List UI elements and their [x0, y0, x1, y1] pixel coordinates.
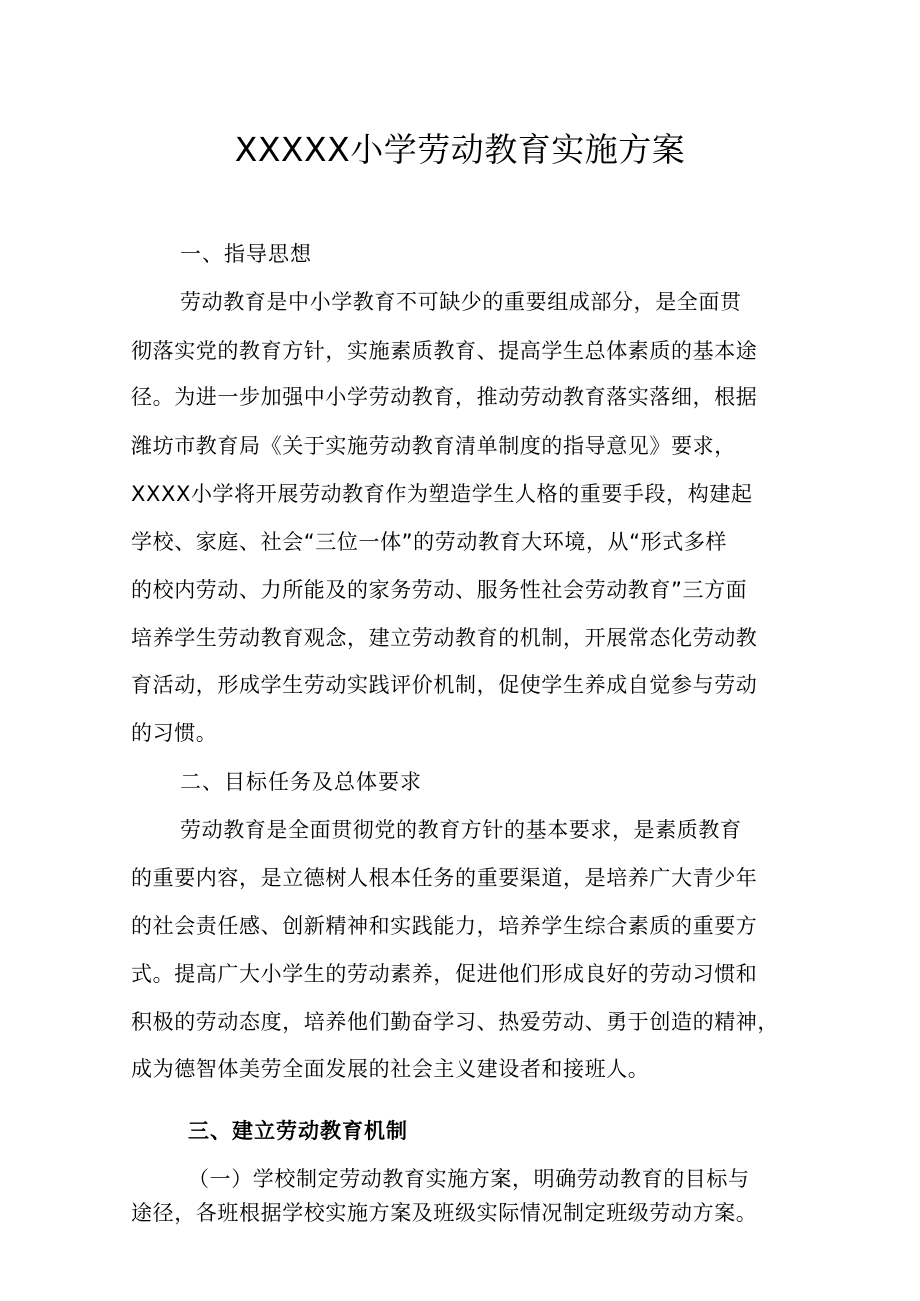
paragraph-line: 径。为进一步加强中小学劳动教育，推动劳动教育落实落细，根据	[131, 385, 758, 409]
paragraph-line: 的社会责任感、创新精神和实践能力，培养学生综合素质的重要方	[131, 914, 758, 938]
paragraph-line: XXXX小学将开展劳动教育作为塑造学生人格的重要手段，构建起	[131, 482, 753, 506]
paragraph-line: 途径，各班根据学校实施方案及班级实际情况制定班级劳动方案。	[131, 1201, 758, 1225]
paragraph-line: （一）学校制定劳动教育实施方案，明确劳动教育的目标与	[188, 1167, 750, 1191]
paragraph-line: 成为德智体美劳全面发展的社会主义建设者和接班人。	[131, 1057, 650, 1081]
section-heading-mechanism: 三、建立劳动教育机制	[188, 1119, 408, 1143]
paragraph-line: 式。提高广大小学生的劳动素养，促进他们形成良好的劳动习惯和	[131, 962, 758, 986]
paragraph-line: 育活动，形成学生劳动实践评价机制，促使学生养成自觉参与劳动	[131, 673, 758, 697]
paragraph-line: 潍坊市教育局《关于实施劳动教育清单制度的指导意见》要求，	[131, 434, 736, 458]
paragraph-line: 劳动教育是中小学教育不可缺少的重要组成部分，是全面贯	[180, 290, 742, 314]
paragraph-line: 的重要内容，是立德树人根本任务的重要渠道，是培养广大青少年	[131, 866, 758, 890]
paragraph-line: 培养学生劳动教育观念，建立劳动教育的机制，开展常态化劳动教	[131, 626, 758, 650]
paragraph-line: 彻落实党的教育方针，实施素质教育、提高学生总体素质的基本途	[131, 339, 758, 363]
section-heading-goals: 二、目标任务及总体要求	[180, 770, 422, 794]
paragraph-line: 的习惯。	[131, 721, 218, 745]
section-heading-guiding-ideology: 一、指导思想	[180, 242, 312, 266]
paragraph-line: 的校内劳动、力所能及的家务劳动、服务性社会劳动教育”三方面	[131, 578, 748, 602]
paragraph-line: 劳动教育是全面贯彻党的教育方针的基本要求，是素质教育	[180, 818, 742, 842]
paragraph-line: 学校、家庭、社会“三位一体”的劳动教育大环境，从“形式多样	[131, 530, 728, 554]
document-title: XXXXX小学劳动教育实施方案	[234, 130, 686, 169]
paragraph-line: 积极的劳动态度，培养他们勤奋学习、热爱劳动、勇于创造的精神，	[131, 1010, 779, 1034]
